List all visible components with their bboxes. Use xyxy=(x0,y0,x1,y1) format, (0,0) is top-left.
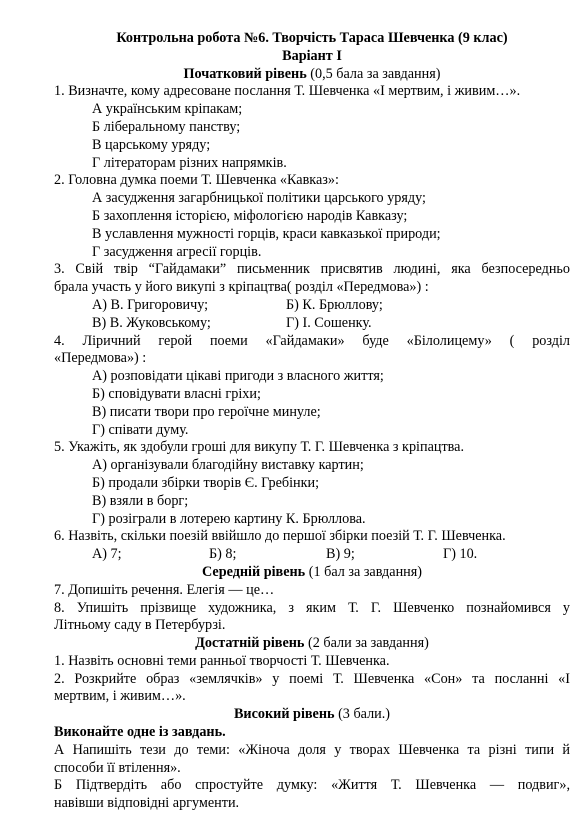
section-title: Початковий рівень xyxy=(183,65,307,82)
option-text: Г літераторам різних напрямків. xyxy=(92,154,287,171)
section-heading-initial xyxy=(54,66,570,84)
option-text: Г) співати думу. xyxy=(92,421,189,438)
variant-title: Варіант І xyxy=(282,47,342,64)
question-5: 5. Укажіть, як здобули гроші для викупу Т. Г. Шевченка з кріпацтва. xyxy=(54,439,465,456)
task-3-2-line-2: мертвим, і живим…». xyxy=(54,688,186,705)
section-heading-high xyxy=(54,706,570,724)
question-3-line-1: 3. Свій твір “Гайдамаки” письменник присвятив людині, яка безпосередньо xyxy=(54,261,570,278)
question-6: 6. Назвіть, скільки поезій ввійшло до першої збірки поезій Т. Г. Шевченка. xyxy=(54,528,506,545)
option-text: Б) 8; xyxy=(209,546,237,563)
section-heading-middle xyxy=(54,564,570,582)
option-text: Г) 10. xyxy=(443,546,478,563)
option-text: В) писати твори про героїчне минуле; xyxy=(92,403,321,420)
option-text: А українським кріпакам; xyxy=(92,101,243,118)
option-text: Б ліберальному панству; xyxy=(92,118,241,135)
task-a-line-2: способи її втілення». xyxy=(54,759,181,776)
section-points-note: (0,5 бала за завдання) xyxy=(306,65,441,82)
section-title: Високий рівень xyxy=(233,706,335,723)
worksheet-content xyxy=(54,30,570,813)
question-8-line-1: 8. Упишіть прізвище художника, з яким Т. Г. Шевченко познайомився у xyxy=(54,599,570,616)
question-1: 1. Визначте, кому адресоване послання Т. Шевченка «І мертвим, і живим…». xyxy=(54,83,521,100)
section-heading-sufficient xyxy=(54,635,570,653)
question-6-options-row xyxy=(54,546,570,564)
section-points-note: (2 бали за завдання) xyxy=(304,635,429,652)
question-4-line-1: 4. Ліричний герой поеми «Гайдамаки» буде «Білолицему» ( розділ xyxy=(54,332,570,349)
option-text: Б) продали збірки творів Є. Гребінки; xyxy=(92,474,320,491)
option-text: А засудження загарбницької політики царського уряду; xyxy=(92,190,426,207)
section-title: Достатній рівень xyxy=(195,635,305,652)
option-text: В) 9; xyxy=(326,546,355,563)
option-text: В) В. Жуковському; xyxy=(92,314,211,331)
option-text: Г) розіграли в лотерею картину К. Брюллова. xyxy=(92,510,366,527)
page-title: Контрольна робота №6. Творчість Тараса Шевченка (9 клас) xyxy=(116,30,508,46)
option-text: А) 7; xyxy=(92,546,122,563)
option-text: Б) К. Брюллову; xyxy=(286,296,383,313)
task-a-line-1: А Напишіть тези до теми: «Жіноча доля у творах Шевченка та різні типи й xyxy=(54,741,570,758)
question-3-line-2: брала участь у його викупі з кріпацтва( розділ «Передмова») : xyxy=(54,279,429,296)
option-text: А) розповідати цікаві пригоди з власного життя; xyxy=(92,368,384,385)
task-b-line-2: навівши відповідні аргументи. xyxy=(54,795,240,812)
question-4-line-2: «Передмова») : xyxy=(54,350,147,367)
option-text: В царському уряду; xyxy=(92,136,211,153)
question-2: 2. Головна думка поеми Т. Шевченка «Кавказ»: xyxy=(54,172,339,189)
question-8-line-2: Літньому саду в Петербурзі. xyxy=(54,617,226,634)
option-text: Б) сповідувати власні гріхи; xyxy=(92,385,261,402)
option-text: Г) І. Сошенку. xyxy=(286,314,372,331)
option-text: В) взяли в борг; xyxy=(92,492,189,509)
section-points-note: (3 бали.) xyxy=(334,706,391,723)
option-text: Б захоплення історією, міфологією народів Кавказу; xyxy=(92,207,408,224)
task-b-line-1: Б Підтвердіть або спростуйте думку: «Життя Т. Шевченка — подвиг», xyxy=(54,777,570,794)
section-points-note: (1 бал за завдання) xyxy=(305,563,423,580)
question-7: 7. Допишіть речення. Елегія — це… xyxy=(54,581,275,598)
question-3-options-row-1 xyxy=(54,297,570,315)
task-3-2-line-1: 2. Розкрийте образ «землячків» у поемі Т. Шевченка «Сон» та посланні «І xyxy=(54,670,570,687)
question-3-options-row-2 xyxy=(54,315,570,333)
section-title: Середній рівень xyxy=(201,563,306,580)
task-instruction: Виконайте одне із завдань. xyxy=(54,724,226,741)
option-text: Г засудження агресії горців. xyxy=(92,243,262,260)
option-text: В уславлення мужності горців, краси кавказької природи; xyxy=(92,225,441,242)
task-3-1: 1. Назвіть основні теми ранньої творчості Т. Шевченка. xyxy=(54,652,390,669)
option-text: А) В. Григоровичу; xyxy=(92,296,209,313)
option-text: А) організували благодійну виставку картин; xyxy=(92,457,364,474)
